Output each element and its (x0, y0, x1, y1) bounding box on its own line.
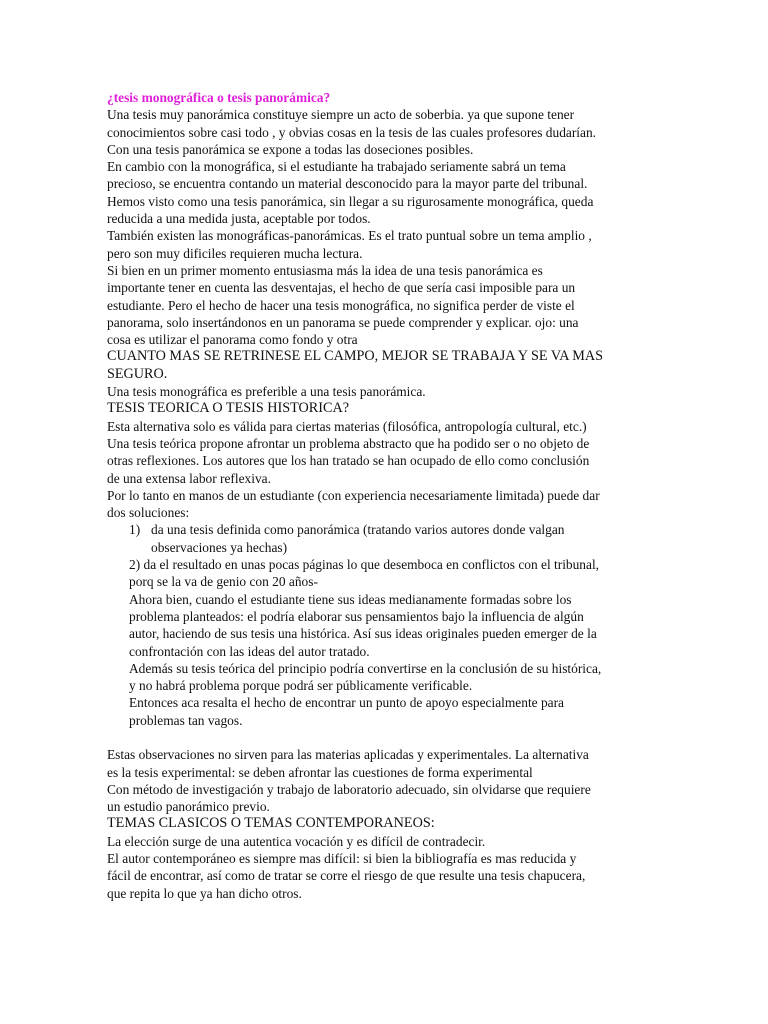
text-line: 2) da el resultado en unas pocas páginas lo que desemboca en conflictos con el tribunal, (129, 557, 600, 573)
text-line: Con método de investigación y trabajo de laboratorio adecuado, sin olvidarse que requiere (107, 781, 591, 797)
text-line: conocimientos sobre casi todo , y obvias cosas en la tesis de las cuales profesores dudarían. (107, 124, 596, 140)
paragraph-monografica (107, 106, 667, 348)
text-line: cosa es utilizar el panorama como fondo y otra (107, 332, 358, 348)
text-line: un estudio panorámico previo. (107, 799, 270, 815)
text-line: importante tener en cuenta las desventajas, el hecho de que sería casi imposible para un (107, 280, 576, 296)
text-line: porq se la va de genio con 20 años- (129, 574, 318, 590)
paragraph-teorica (107, 418, 667, 522)
text-line: Entonces aca resalta el hecho de encontrar un punto de apoyo especialmente para (129, 695, 564, 711)
text-line: confrontación con las ideas del autor tratado. (129, 643, 370, 659)
text-line: otras reflexiones. Los autores que los han tratado se han ocupado de ello como conclusión (107, 453, 590, 469)
paragraph-experimental (107, 746, 667, 815)
text-line: reducida a una medida justa, aceptable por todos. (107, 211, 371, 227)
text-line: La elección surge de una autentica vocación y es difícil de contradecir. (107, 833, 486, 849)
list-item-2 (107, 556, 667, 729)
paragraph-temas (107, 833, 667, 902)
text-line: Esta alternativa solo es válida para ciertas materias (filosófica, antropología cultural, etc.) (107, 418, 587, 434)
text-line: problemas tan vagos. (129, 712, 243, 728)
paragraph-gap (107, 729, 667, 746)
text-line: y no habrá problema porque podrá ser públicamente verificable. (129, 678, 473, 694)
document-title: ¿tesis monográfica o tesis panorámica? (107, 90, 331, 105)
text-line: Una tesis monográfica es preferible a una tesis panorámica. (107, 384, 426, 400)
list-item-1 (107, 521, 667, 556)
text-line: Por lo tanto en manos de un estudiante (con experiencia necesariamente limitada) puede dar (107, 487, 600, 503)
list-item-text: da una tesis definida como panorámica (tratando varios autores donde valgan (151, 522, 565, 538)
text-line: autor, haciendo de sus tesis una histórica. Así sus ideas originales pueden emerger de la (129, 626, 597, 642)
list-number: 1) (129, 522, 141, 538)
text-line: También existen las monográficas-panorámicas. Es el trato puntual sobre un tema amplio , (107, 228, 592, 244)
text-line: Con una tesis panorámica se expone a todas las doseciones posibles. (107, 141, 474, 157)
document-body (107, 89, 667, 902)
text-line: Si bien en un primer momento entusiasma más la idea de una tesis panorámica es (107, 262, 543, 278)
text-line: dos soluciones: (107, 505, 190, 521)
text-line: fácil de encontrar, así como de tratar se corre el riesgo de que resulte una tesis chapucera, (107, 868, 586, 884)
text-line: El autor contemporáneo es siempre mas difícil: si bien la bibliografía es mas reducida y (107, 851, 577, 867)
text-line: Una tesis muy panorámica constituye siempre un acto de soberbia. ya que supone tener (107, 107, 575, 123)
text-line: Una tesis teórica propone afrontar un problema abstracto que ha podido ser o no objeto de (107, 435, 590, 451)
text-line: precioso, se encuentra contando un material desconocido para la mayor parte del tribunal. (107, 176, 588, 192)
list-item-line (107, 521, 667, 538)
text-line: Ahora bien, cuando el estudiante tiene sus ideas medianamente formadas sobre los (129, 591, 572, 607)
caps-heading-line: CUANTO MAS SE RETRINESE EL CAMPO, MEJOR SE TRABAJA Y SE VA MAS (107, 348, 603, 365)
text-line: En cambio con la monográfica, si el estudiante ha trabajado seriamente sabrá un tema (107, 159, 566, 175)
text-line: Estas observaciones no sirven para las materias aplicadas y experimentales. La alternativa (107, 747, 589, 763)
text-line: que repita lo que ya han dicho otros. (107, 885, 302, 901)
list-item-line: observaciones ya hechas) (151, 539, 288, 555)
text-line: estudiante. Pero el hecho de hacer una tesis monográfica, no significa perder de viste el (107, 297, 575, 313)
text-line: de una extensa labor reflexiva. (107, 470, 271, 486)
text-line: Además su tesis teórica del principio podría convertirse en la conclusión de su histórica, (129, 660, 602, 676)
text-line: Hemos visto como una tesis panorámica, sin llegar a su rigurosamente monográfica, queda (107, 193, 594, 209)
text-line: problema planteados: el podría elaborar sus pensamientos bajo la influencia de algún (129, 608, 584, 624)
text-line: panorama, solo insertándonos en un panorama se puede comprender y explicar. ojo: una (107, 314, 579, 330)
text-line: es la tesis experimental: se deben afrontar las cuestiones de forma experimental (107, 764, 533, 780)
section-heading-teorica: TESIS TEORICA O TESIS HISTORICA? (107, 400, 349, 417)
caps-heading-line: SEGURO. (107, 365, 168, 382)
section-heading-temas: TEMAS CLASICOS O TEMAS CONTEMPORANEOS: (107, 815, 435, 832)
text-line: pero son muy dificiles requieren mucha lectura. (107, 245, 363, 261)
